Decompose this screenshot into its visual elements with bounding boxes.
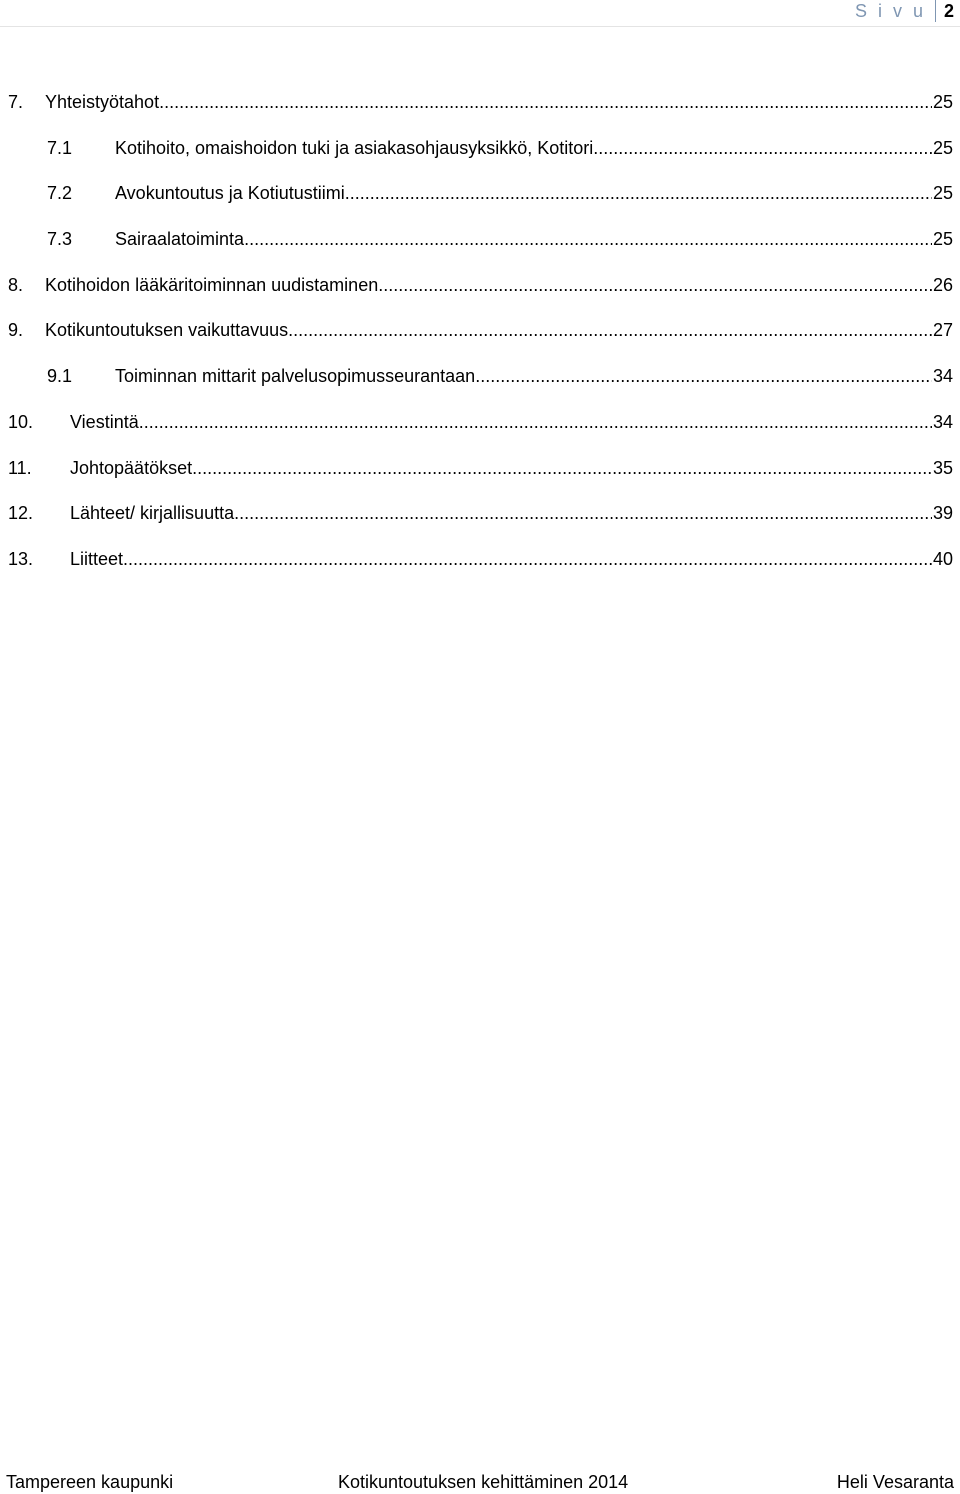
page-footer (6, 1470, 954, 1494)
toc-entry[interactable] (8, 548, 953, 594)
toc-entry-title: Lähteet/ kirjallisuutta (70, 503, 235, 524)
toc-entry[interactable] (8, 137, 953, 183)
toc-dot-leader (123, 548, 932, 570)
footer-organization: Tampereen kaupunki (6, 1472, 174, 1492)
footer-author: Heli Vesaranta (836, 1472, 954, 1492)
table-of-contents (8, 91, 953, 594)
page-header (855, 0, 954, 22)
toc-entry-number: 13. (8, 548, 34, 569)
toc-entry-number: 7.2 (47, 183, 73, 204)
toc-entry-title: Toiminnan mittarit palvelusopimusseurantaan (115, 366, 476, 387)
toc-entry-page: 25 (932, 229, 953, 250)
toc-entry-page: 27 (932, 320, 953, 341)
toc-entry[interactable] (8, 365, 953, 411)
toc-dot-leader (345, 182, 932, 204)
toc-entry-page: 25 (932, 183, 953, 204)
toc-entry-page: 34 (932, 366, 953, 387)
toc-entry-number: 9. (8, 320, 24, 341)
toc-entry[interactable] (8, 502, 953, 548)
toc-entry-title: Yhteistyötahot (45, 92, 160, 112)
toc-dot-leader (159, 91, 932, 113)
toc-entry-number: 7.1 (47, 137, 73, 158)
toc-entry-title: Avokuntoutus ja Kotiutustiimi (115, 183, 345, 204)
footer-document-title: Kotikuntoutuksen kehittäminen 2014 (338, 1472, 629, 1492)
toc-entry-page: 25 (932, 92, 953, 112)
toc-dot-leader (288, 319, 932, 341)
toc-entry-title: Sairaalatoiminta (115, 229, 245, 250)
toc-entry-page: 40 (932, 548, 953, 569)
toc-entry-title: Kotikuntoutuksen vaikuttavuus (45, 320, 289, 341)
toc-entry-number: 10. (8, 411, 34, 432)
toc-entry-title: Kotihoito, omaishoidon tuki ja asiakasohjausyksikkö, Kotitori (115, 137, 594, 158)
toc-entry-number: 8. (8, 274, 24, 295)
toc-entry-title: Liitteet (70, 548, 124, 569)
toc-entry-number: 9.1 (47, 366, 73, 387)
toc-dot-leader (192, 457, 932, 479)
toc-entry-page: 25 (932, 137, 953, 158)
toc-dot-leader (378, 274, 932, 296)
toc-entry-page: 35 (932, 457, 953, 478)
page-number: 2 (935, 0, 954, 22)
toc-dot-leader (593, 137, 932, 159)
toc-dot-leader (139, 411, 932, 433)
toc-entry-page: 39 (932, 503, 953, 524)
toc-dot-leader (234, 502, 932, 524)
toc-entry-title: Viestintä (70, 411, 139, 432)
toc-entry-number: 7. (8, 92, 24, 112)
toc-entry[interactable] (8, 319, 953, 365)
page-label: S i v u (854, 1, 926, 21)
toc-entry-page: 34 (932, 411, 953, 432)
toc-entry[interactable] (8, 182, 953, 228)
toc-entry-title: Kotihoidon lääkäritoiminnan uudistaminen (45, 274, 379, 295)
toc-entry-page: 26 (932, 274, 953, 295)
toc-entry[interactable] (8, 457, 953, 503)
toc-entry-number: 11. (8, 457, 32, 478)
toc-entry[interactable] (8, 411, 953, 457)
toc-dot-leader (244, 228, 932, 250)
toc-entry-number: 7.3 (47, 229, 73, 250)
toc-dot-leader (475, 365, 932, 387)
toc-entry-number: 12. (8, 503, 34, 524)
toc-entry-title: Johtopäätökset (70, 457, 193, 478)
toc-entry[interactable] (8, 228, 953, 274)
header-divider (0, 26, 960, 27)
toc-entry[interactable] (8, 91, 953, 137)
toc-entry[interactable] (8, 274, 953, 320)
